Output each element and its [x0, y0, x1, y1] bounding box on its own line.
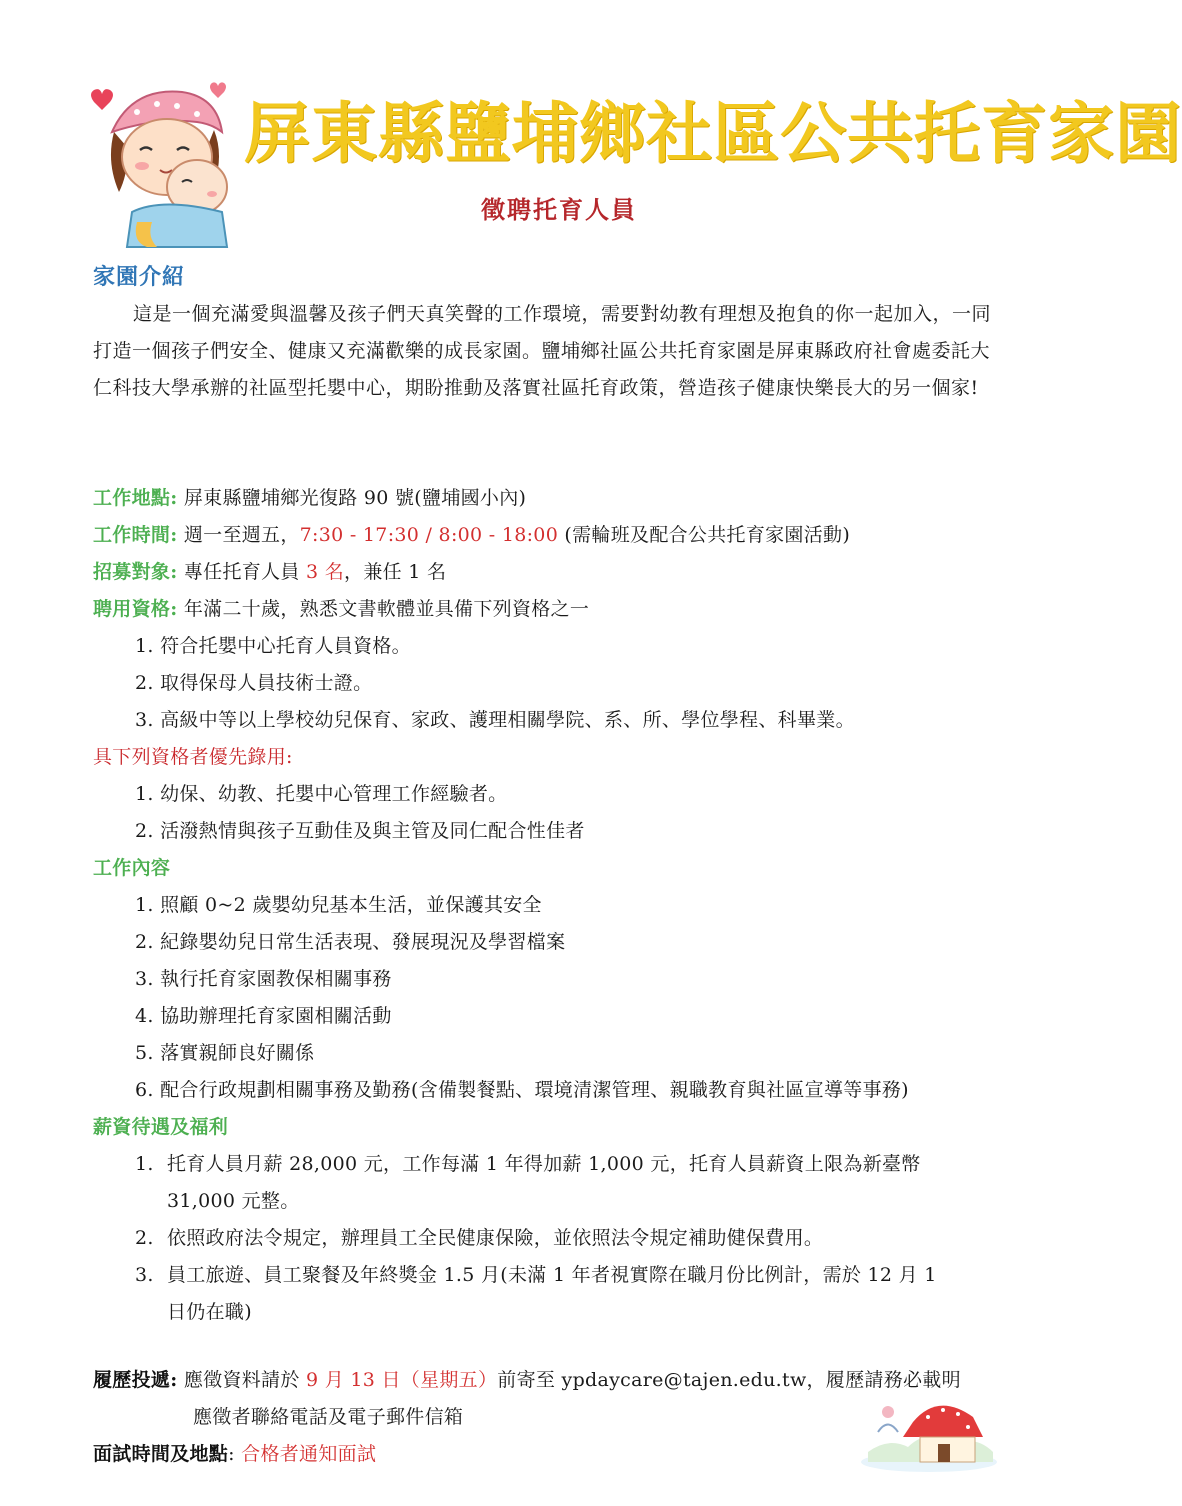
target-label: 招募對象: — [93, 561, 178, 583]
intro-heading: 家園介紹 — [93, 264, 186, 290]
salary-item — [93, 1257, 1033, 1294]
hours-note: (需輪班及配合公共托育家園活動) — [558, 524, 851, 546]
list-item: 2. 活潑熱情與孩子互動佳及與主管及同仁配合性佳者 — [135, 820, 585, 842]
list-item: 5. 落實親師良好關係 — [135, 1042, 315, 1064]
location-value: 屏東縣鹽埔鄉光復路 90 號(鹽埔國小內) — [177, 487, 527, 509]
list-item: 4. 協助辦理托育家園相關活動 — [135, 1005, 392, 1027]
qualification-label: 聘用資格: — [93, 598, 178, 620]
target-count: 3 名 — [306, 561, 345, 583]
salary-item — [93, 1220, 1033, 1257]
salary-text: 托育人員月薪 28,000 元，工作每滿 1 年得加薪 1,000 元，托育人員薪資上限為新臺幣 — [167, 1153, 921, 1175]
page-title: 屏東縣鹽埔鄉社區公共托育家園 — [244, 94, 1182, 172]
job-details — [93, 480, 1033, 1331]
list-item: 1. 符合托嬰中心托育人員資格。 — [135, 635, 411, 657]
hours-row — [93, 517, 1033, 554]
salary-text: 員工旅遊、員工聚餐及年終獎金 1.5 月(未滿 1 年者視實際在職月份比例計，需於 12 月 1 — [167, 1264, 937, 1286]
interview-label: 面試時間及地點 — [93, 1443, 229, 1465]
list-item: 1. 幼保、幼教、托嬰中心管理工作經驗者。 — [135, 783, 508, 805]
resume-text-b: 前寄至 ypdaycare@tajen.edu.tw，履歷請務必載明 — [497, 1369, 961, 1391]
location-row — [93, 480, 1033, 517]
target-text-a: 專任托育人員 — [177, 561, 306, 583]
hours-days: 週一至週五， — [177, 524, 300, 546]
salary-num: 3. — [135, 1264, 154, 1286]
list-item: 2. 取得保母人員技術士證。 — [135, 672, 373, 694]
list-item: 3. 高級中等以上學校幼兒保育、家政、護理相關學院、系、所、學位學程、科畢業。 — [135, 709, 855, 731]
target-text-b: ，兼任 1 名 — [344, 561, 447, 583]
list-item: 2. 紀錄嬰幼兒日常生活表現、發展現況及學習檔案 — [135, 931, 566, 953]
hours-times: 7:30 - 17:30 / 8:00 - 18:00 — [299, 524, 559, 546]
salary-item — [93, 1146, 1033, 1183]
qualification-row — [93, 591, 1033, 628]
salary-num: 2. — [135, 1227, 154, 1249]
resume-label: 履歷投遞: — [93, 1369, 178, 1391]
target-row — [93, 554, 1033, 591]
cottage-illustration — [858, 1392, 1000, 1472]
list-item: 3. 執行托育家園教保相關事務 — [135, 968, 392, 990]
intro-paragraph — [93, 296, 1003, 407]
qualification-value: 年滿二十歲，熟悉文書軟體並具備下列資格之一 — [177, 598, 590, 620]
duties-label: 工作內容 — [93, 857, 171, 879]
salary-label: 薪資待遇及福利 — [93, 1116, 229, 1138]
resume-text-a: 應徵資料請於 — [177, 1369, 306, 1391]
salary-num: 1. — [135, 1153, 154, 1175]
priority-label: 具下列資格者優先錄用: — [93, 746, 293, 768]
interview-colon: : — [228, 1443, 242, 1465]
subtitle: 徵聘托育人員 — [481, 195, 637, 224]
hours-label: 工作時間: — [93, 524, 178, 546]
salary-item-cont: 日仍在職) — [167, 1301, 252, 1323]
interview-value: 合格者通知面試 — [241, 1443, 377, 1465]
intro-text: 這是一個充滿愛與溫馨及孩子們天真笑聲的工作環境，需要對幼教有理想及抱負的你一起加入，一同打造一個孩子們安全、健康又充滿歡樂的成長家園。鹽埔鄉社區公共托育家園是屏東縣政府社會處委託大仁科技大學承辦的社區型托嬰中心，期盼推動及落實社區托育政策，營造孩子健康快樂長大的另一個家! — [93, 303, 992, 399]
resume-row-cont: 應徵者聯絡電話及電子郵件信箱 — [193, 1406, 464, 1428]
location-label: 工作地點: — [93, 487, 178, 509]
list-item: 1. 照顧 0~2 歲嬰幼兒基本生活，並保護其安全 — [135, 894, 542, 916]
resume-date: 9 月 13 日（星期五） — [306, 1369, 498, 1391]
list-item: 6. 配合行政規劃相關事務及勤務(含備製餐點、環境清潔管理、親職教育與社區宣導等事務) — [135, 1079, 909, 1101]
salary-item-cont: 31,000 元整。 — [167, 1190, 300, 1212]
salary-text: 依照政府法令規定，辦理員工全民健康保險，並依照法令規定補助健保費用。 — [167, 1227, 824, 1249]
